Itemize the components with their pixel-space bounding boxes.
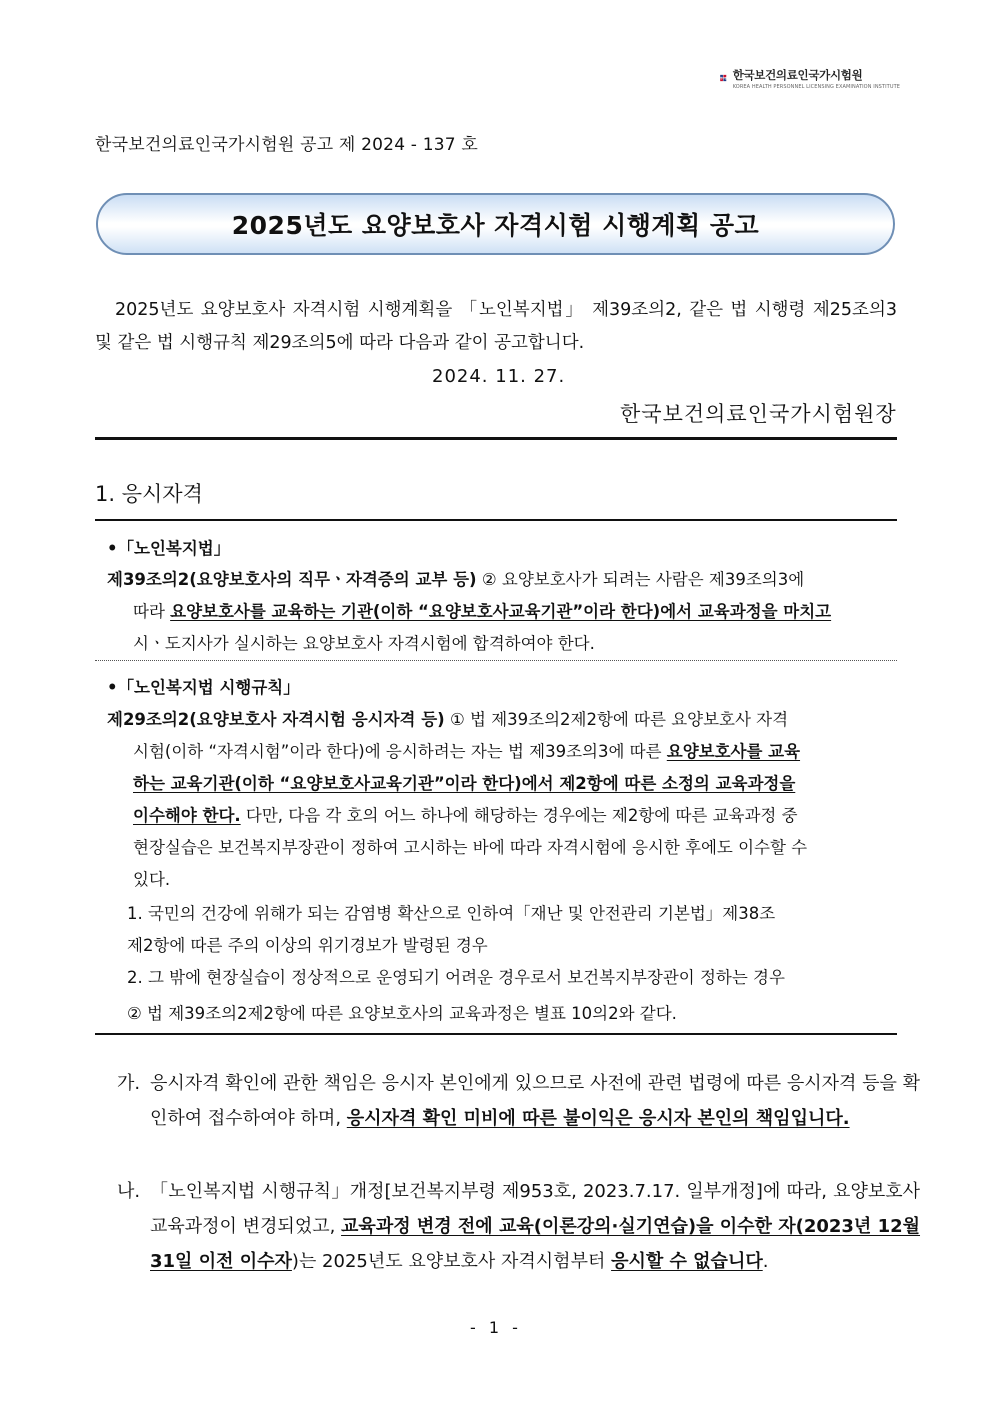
article-emphasis: 하는 교육기관(이하 “요양보호사교육기관”이라 한다)에서 제2항에 따른 소정의 교육과정을	[133, 774, 796, 793]
article-text: 있다.	[133, 870, 171, 889]
logo-name: 한국보건의료인국가시험원	[732, 67, 863, 82]
note-text: )는 2025년도 요양보호사 자격시험부터	[291, 1251, 612, 1272]
note-marker: 나.	[117, 1181, 141, 1202]
divider	[95, 519, 897, 521]
article-text: 현장실습은 보건복지부장관이 정하여 고시하는 바에 따라 자격시험에 응시한 후에도 이수할 수	[133, 838, 808, 857]
note-marker: 가.	[117, 1073, 141, 1094]
section-heading: 1. 응시자격	[95, 482, 203, 506]
article-title: 제39조의2(요양보호사의 직무ㆍ자격증의 교부 등)	[107, 570, 477, 589]
logo-subtext: KOREA HEALTH PERSONNEL LICENSING EXAMINATION INSTITUTE	[732, 83, 900, 90]
divider-dotted	[95, 660, 897, 661]
logo-text	[733, 67, 900, 90]
institute-logo-mark-icon	[720, 61, 727, 95]
article-text: 따라	[133, 602, 171, 621]
article-text: ② 요양보호사가 되려는 사람은 제39조의3에	[476, 570, 805, 589]
page-title: 2025년도 요양보호사 자격시험 시행계획 공고	[231, 211, 760, 240]
law-article-29-2	[107, 704, 889, 896]
page-number: - 1 -	[470, 1318, 522, 1337]
law-heading-elderly-welfare-act: •「노인복지법」	[107, 539, 231, 558]
title-banner	[96, 193, 895, 255]
article-text: 시험(이하 “자격시험”이라 한다)에 응시하려는 자는 법 제39조의3에 따른	[133, 742, 667, 761]
article-text: 다만, 다음 각 호의 어느 하나에 해당하는 경우에는 제2항에 따른 교육과정 중	[240, 806, 798, 825]
note-text: 응시자격 확인에 관한 책임은 응시자 본인에게 있으므로 사전에 관련 법령에 따른 응시자격 등을 확인하여 접수하여야 하며,	[150, 1073, 920, 1129]
divider	[95, 1033, 897, 1035]
notice-number: 한국보건의료인국가시험원 공고 제 2024 - 137 호	[95, 135, 479, 155]
note-emphasis: 교육과정 변경 전에 교육(이론강의·실기연습)을 이수한 자(2023년 12월 31일 이전 이수자	[150, 1216, 921, 1272]
note-text: 「노인복지법 시행규칙」개정[보건복지부령 제953호, 2023.7.17. 일부개정]에 따라, 요양보호사 교육과정이 변경되었고,	[150, 1181, 920, 1237]
law-heading-enforcement-rule: •「노인복지법 시행규칙」	[107, 678, 300, 697]
article-emphasis: 이수해야 한다.	[133, 806, 241, 825]
list-item: 2. 그 밖에 현장실습이 정상적으로 운영되기 어려운 경우로서 보건복지부장관이 정하는 경우	[127, 968, 785, 987]
divider-thick	[95, 437, 897, 440]
article-emphasis: 요양보호사를 교육하는 기관(이하 “요양보호사교육기관”이라 한다)에서 교육과정을 마치고	[170, 602, 832, 621]
list-item-continuation: 제2항에 따른 주의 이상의 위기경보가 발령된 경우	[127, 936, 488, 955]
note-na	[117, 1174, 921, 1279]
note-ga	[117, 1066, 920, 1136]
note-emphasis: 응시자격 확인 미비에 따른 불이익은 응시자 본인의 책임입니다.	[346, 1108, 850, 1129]
article-emphasis: 요양보호사를 교육	[666, 742, 801, 761]
article-text: 시ㆍ도지사가 실시하는 요양보호사 자격시험에 합격하여야 한다.	[133, 634, 595, 653]
institute-logo	[720, 60, 900, 96]
notice-date: 2024. 11. 27.	[432, 366, 566, 387]
intro-paragraph: 2025년도 요양보호사 자격시험 시행계획을 「노인복지법」 제39조의2, 같은 법 시행령 제25조의3 및 같은 법 시행규칙 제29조의5에 따라 다음과 같이 공고합니다.	[95, 300, 897, 353]
law-article-items	[127, 898, 892, 994]
law-article-39-2	[107, 564, 889, 660]
note-emphasis: 응시할 수 없습니다	[611, 1251, 763, 1272]
list-item: 1. 국민의 건강에 위해가 되는 감염병 확산으로 인하여「재난 및 안전관리 기본법」제38조	[127, 904, 776, 923]
article-title: 제29조의2(요양보호사 자격시험 응시자격 등)	[107, 710, 445, 729]
note-text: .	[762, 1251, 769, 1272]
article-paragraph-2: ② 법 제39조의2제2항에 따른 요양보호사의 교육과정은 별표 10의2와 같다.	[127, 1004, 677, 1023]
signer: 한국보건의료인국가시험원장	[620, 402, 897, 426]
logo-mark-text: 국시원	[720, 77, 727, 81]
article-text: ① 법 제39조의2제2항에 따른 요양보호사 자격	[444, 710, 789, 729]
